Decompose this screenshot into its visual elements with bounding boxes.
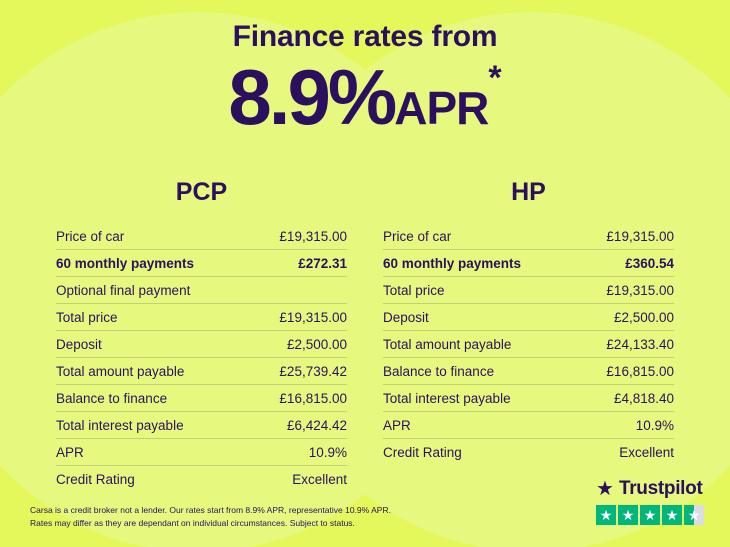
finance-table-pcp bbox=[38, 178, 365, 492]
disclaimer-line-1: Carsa is a credit broker not a lender. Our rates start from 8.9% APR, representative 10.9% APR. bbox=[30, 504, 391, 515]
row-value: £2,500.00 bbox=[613, 309, 674, 325]
legal-disclaimer bbox=[30, 504, 391, 531]
row-label: Total amount payable bbox=[383, 336, 512, 352]
table-row bbox=[383, 304, 674, 331]
row-label: Price of car bbox=[56, 228, 125, 244]
row-label: Optional final payment bbox=[56, 282, 191, 298]
star-glyph: ★ bbox=[687, 507, 701, 523]
table-row bbox=[56, 277, 347, 304]
row-label: Total interest payable bbox=[56, 417, 184, 433]
row-label: Total interest payable bbox=[383, 390, 511, 406]
trustpilot-star-icon: ★ bbox=[596, 478, 614, 500]
star-glyph: ★ bbox=[665, 507, 679, 523]
table-row bbox=[383, 331, 674, 358]
star-half-icon bbox=[684, 505, 704, 525]
star-glyph: ★ bbox=[599, 507, 613, 523]
row-label: Credit Rating bbox=[383, 444, 462, 460]
row-label: Deposit bbox=[383, 309, 429, 325]
trustpilot-logo bbox=[596, 478, 704, 500]
table-row bbox=[56, 223, 347, 250]
row-value: £24,133.40 bbox=[606, 336, 674, 352]
row-value: £25,739.42 bbox=[279, 363, 347, 379]
row-value: £4,818.40 bbox=[613, 390, 674, 406]
table-row bbox=[56, 304, 347, 331]
row-value: £19,315.00 bbox=[279, 228, 347, 244]
row-value: £2,500.00 bbox=[286, 336, 347, 352]
row-label: Deposit bbox=[56, 336, 102, 352]
row-label: APR bbox=[383, 417, 411, 433]
trustpilot-rating bbox=[596, 478, 704, 525]
disclaimer-line-2: Rates may differ as they are dependant on individual circumstances. Subject to status. bbox=[30, 518, 355, 529]
star-icon bbox=[596, 505, 616, 525]
rate-asterisk: * bbox=[488, 59, 502, 97]
star-icon bbox=[662, 505, 682, 525]
row-value: Excellent bbox=[619, 444, 674, 460]
row-label: 60 monthly payments bbox=[56, 255, 195, 271]
row-label: Total price bbox=[56, 309, 118, 325]
row-label: Balance to finance bbox=[56, 390, 168, 406]
row-label: Total amount payable bbox=[56, 363, 185, 379]
table-row bbox=[56, 439, 347, 466]
star-icon bbox=[618, 505, 638, 525]
rate-value: 8.9% bbox=[228, 53, 395, 141]
row-value: £16,815.00 bbox=[279, 390, 347, 406]
table-row bbox=[383, 358, 674, 385]
rate-display bbox=[0, 53, 730, 141]
star-icon bbox=[640, 505, 660, 525]
table-title-hp: HP bbox=[511, 178, 546, 206]
row-label: Total price bbox=[383, 282, 445, 298]
table-row bbox=[383, 223, 674, 250]
row-label: APR bbox=[56, 444, 84, 460]
row-value: £360.54 bbox=[625, 255, 674, 271]
row-value: Excellent bbox=[292, 471, 347, 487]
row-value: 10.9% bbox=[308, 444, 347, 460]
table-row bbox=[56, 466, 347, 492]
row-value: £19,315.00 bbox=[606, 228, 674, 244]
row-value: £272.31 bbox=[298, 255, 347, 271]
table-row bbox=[383, 250, 674, 277]
row-value: £16,815.00 bbox=[606, 363, 674, 379]
finance-table-hp bbox=[365, 178, 692, 492]
table-row bbox=[56, 331, 347, 358]
star-glyph: ★ bbox=[621, 507, 635, 523]
row-label: Balance to finance bbox=[383, 363, 495, 379]
table-row bbox=[383, 385, 674, 412]
trustpilot-name: Trustpilot bbox=[618, 478, 703, 499]
table-row bbox=[56, 358, 347, 385]
table-row bbox=[56, 250, 347, 277]
row-label: Credit Rating bbox=[56, 471, 135, 487]
table-row bbox=[56, 412, 347, 439]
page-title: Finance rates from bbox=[232, 20, 498, 53]
row-label: Price of car bbox=[383, 228, 452, 244]
table-row bbox=[56, 385, 347, 412]
star-glyph: ★ bbox=[643, 507, 657, 523]
rate-suffix: APR bbox=[394, 82, 489, 134]
row-value: £19,315.00 bbox=[279, 309, 347, 325]
table-title-pcp: PCP bbox=[175, 178, 228, 206]
finance-tables bbox=[0, 178, 730, 492]
row-value: £6,424.42 bbox=[286, 417, 347, 433]
row-label: 60 monthly payments bbox=[383, 255, 522, 271]
row-value: 10.9% bbox=[635, 417, 674, 433]
row-value: £19,315.00 bbox=[606, 282, 674, 298]
table-row bbox=[383, 439, 674, 465]
table-row bbox=[383, 277, 674, 304]
table-row bbox=[383, 412, 674, 439]
trustpilot-stars bbox=[596, 505, 704, 525]
